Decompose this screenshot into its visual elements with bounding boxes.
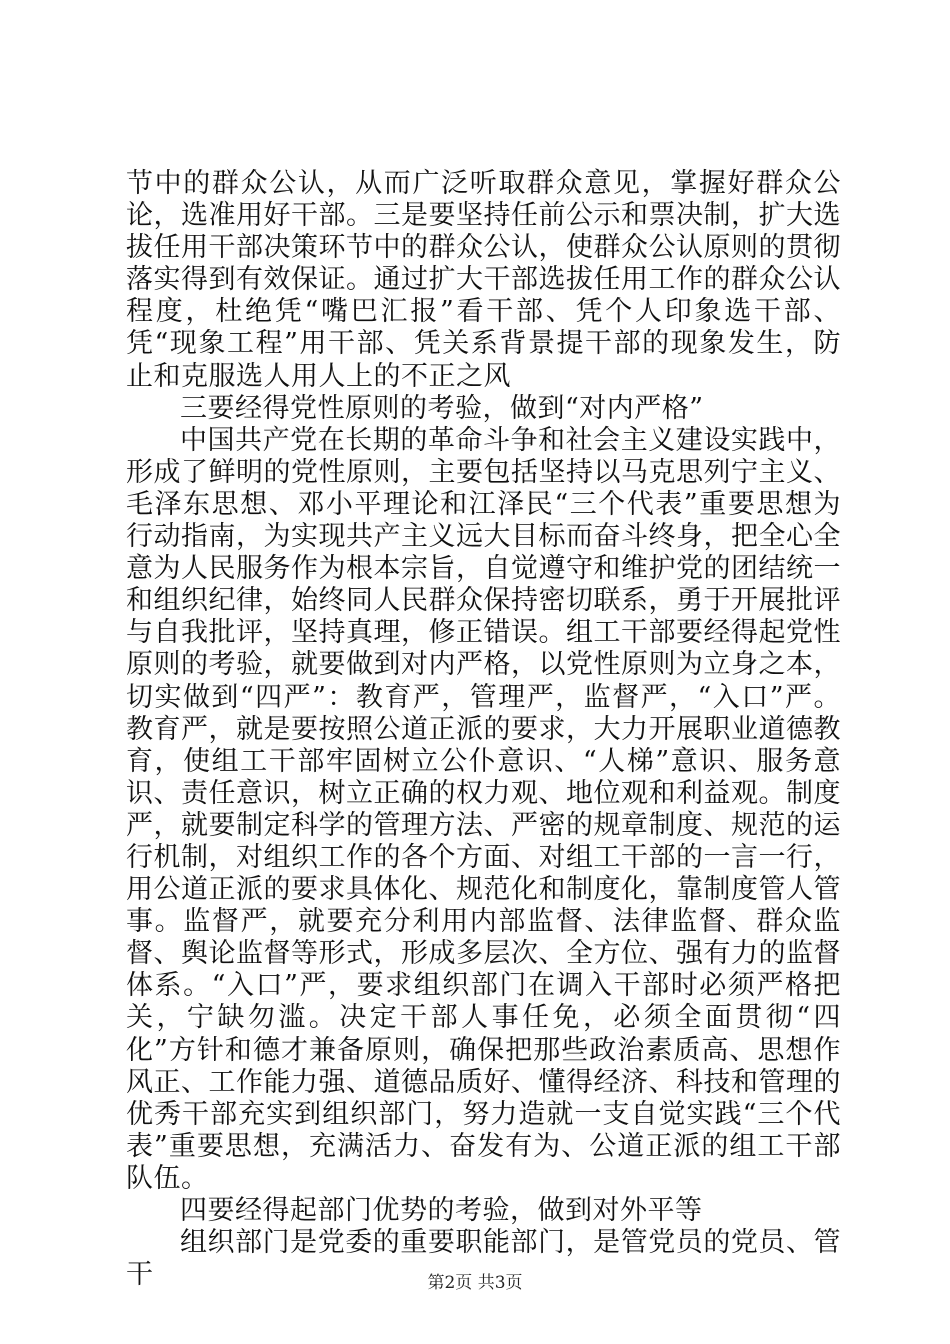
- page-footer: 第2页 共3页: [427, 1273, 523, 1293]
- document-body: [126, 168, 841, 1291]
- section-heading-3: 三要经得党性原则的考验，做到“对内严格”: [180, 392, 704, 424]
- paragraph-party-principle: 中国共产党在长期的革命斗争和社会主义建设实践中，形成了鲜明的党性原则，主要包括坚持以马克思列宁主义、毛泽东思想、邓小平理论和江泽民“三个代表”重要思想为行动指南，为实现共产主义远大目标而奋斗终身，把全心全意为人民服务作为根本宗旨，自觉遵守和维护党的团结统一和组织纪律，始终同人民群众保持密切联系，勇于开展批评与自我批评，坚持真理，修正错误。组工干部要经得起党性原则的考验，就要做到对内严格，以党性原则为立身之本，切实做到“四严”：教育严，管理严，监督严，“入口”严。教育严，就是要按照公道正派的要求，大力开展职业道德教育，使组工干部牢固树立公仆意识、“人梯”意识、服务意识、责任意识，树立正确的权力观、地位观和利益观。制度严，就要制定科学的管理方法、严密的规章制度、规范的运行机制，对组织工作的各个方面、对组工干部的一言一行，用公道正派的要求具体化、规范化和制度化，靠制度管人管事。监督严，就要充分利用内部监督、法律监督、群众监督、舆论监督等形式，形成多层次、全方位、强有力的监督体系。“入口”严，要求组织部门在调入干部时必须严格把关，宁缺勿滥。决定干部人事任免，必须全面贯彻“四化”方针和德才兼备原则，确保把那些政治素质高、思想作风正、工作能力强、道德品质好、懂得经济、科技和管理的优秀干部充实到组织部门，努力造就一支自觉实践“三个代表”重要思想，充满活力、奋发有为、公道正派的组工干部队伍。: [126, 424, 841, 1194]
- paragraph-continued: 节中的群众公认，从而广泛听取群众意见，掌握好群众公论，选准用好干部。三是要坚持任前公示和票决制，扩大选拔任用干部决策环节中的群众公认，使群众公认原则的贯彻落实得到有效保证。通过扩大干部选拔任用工作的群众公认程度，杜绝凭“嘴巴汇报”看干部、凭个人印象选干部、凭“现象工程”用干部、凭关系背景提干部的现象发生，防止和克服选人用人上的不正之风: [126, 168, 841, 392]
- paragraph-department: 组织部门是党委的重要职能部门，是管党员的党员、管干: [126, 1227, 841, 1291]
- section-heading-4: 四要经得起部门优势的考验，做到对外平等: [180, 1195, 703, 1226]
